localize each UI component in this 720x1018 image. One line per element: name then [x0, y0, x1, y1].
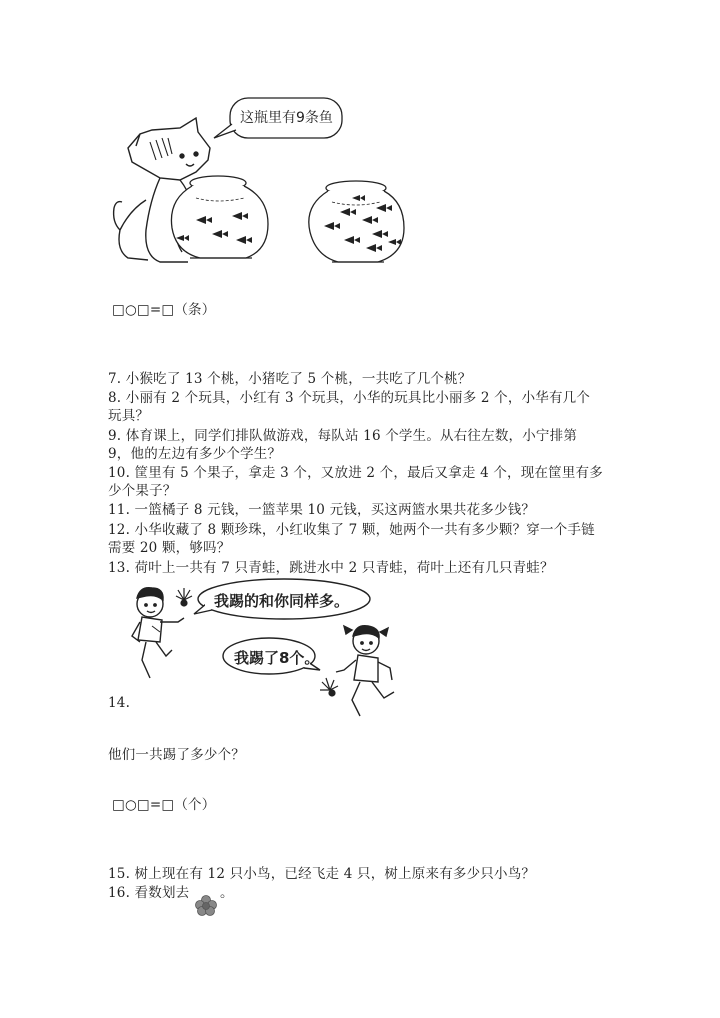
question-8-line1: 8. 小丽有 2 个玩具，小红有 3 个玩具，小华的玩具比小丽多 2 个，小华有几个: [108, 390, 591, 406]
answer-formula-kicks: □○□=□（个）: [112, 797, 216, 813]
shuttlecock-icon-2: [320, 678, 338, 696]
question-14-label: 14.: [108, 695, 131, 711]
boy-icon: [132, 588, 184, 678]
question-7: 7. 小猴吃了 13 个桃，小猪吃了 5 个桃，一共吃了几个桃？: [108, 371, 472, 387]
answer-formula-fish: □○□=□（条）: [112, 302, 216, 318]
bubble-text-fish: 这瓶里有9条鱼: [240, 110, 333, 126]
girl-icon: [336, 626, 394, 716]
question-8-line2: 玩具？: [108, 408, 150, 424]
question-15: 15. 树上现在有 12 只小鸟，已经飞走 4 只，树上原来有多少只小鸟？: [108, 866, 536, 882]
question-12-line2: 需要 20 颗，够吗？: [108, 540, 231, 556]
bubble-text-eight: 我踢了8个。: [234, 649, 320, 667]
question-11: 11. 一篮橘子 8 元钱，一篮苹果 10 元钱，买这两篮水果共花多少钱？: [108, 502, 536, 518]
bubble-text-same: 我踢的和你同样多。: [214, 592, 350, 610]
question-10-line2: 少个果子？: [108, 483, 177, 499]
question-10-line1: 10. 筐里有 5 个果子，拿走 3 个，又放进 2 个，最后又拿走 4 个，现在筐里有多: [108, 465, 603, 481]
question-16-suffix: 。: [220, 885, 234, 901]
question-16-prefix: 16. 看数划去: [108, 885, 190, 901]
question-9-line2: 9，他的左边有多少个学生？: [108, 446, 282, 462]
shuttlecock-icon-1: [176, 588, 192, 606]
flower-icon: [194, 894, 218, 916]
question-9-line1: 9. 体育课上，同学们排队做游戏，每队站 16 个学生。从右往左数，小宁排第: [108, 428, 578, 444]
question-12-line1: 12. 小华收藏了 8 颗珍珠，小红收集了 7 颗，她两个一共有多少颗？穿一个手链: [108, 522, 595, 538]
question-13: 13. 荷叶上一共有 7 只青蛙，跳进水中 2 只青蛙，荷叶上还有几只青蛙？: [108, 560, 554, 576]
question-14-text: 他们一共踢了多少个？: [108, 747, 245, 763]
